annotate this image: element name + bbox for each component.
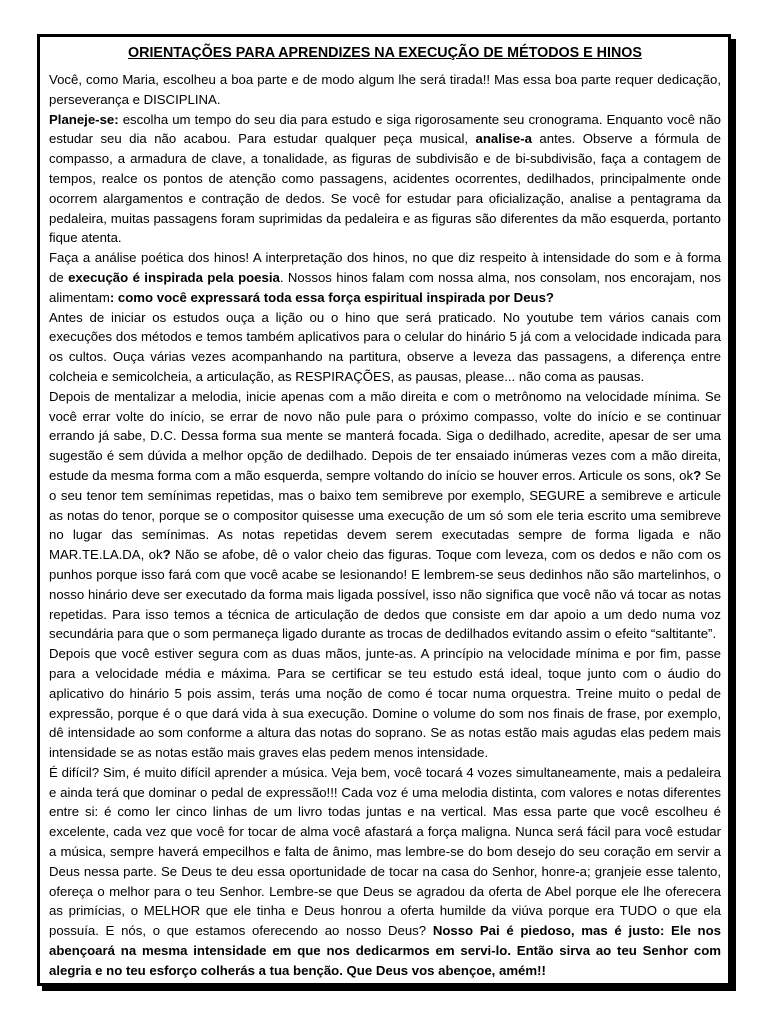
text-run: Se o seu tenor tem semínimas repetidas, mas o baixo tem semibreve por exemplo, SEGURE a semibreve e articule as notas do tenor, porque se o compositor quisesse uma execução de um só som ele teria escrito uma semibreve no lugar das semínimas. As notas repetidas devem serem executadas sempre de forma ligada e não MAR.TE.LA.DA, ok xyxy=(49,467,721,563)
text-run: antes. Observe a fórmula de compasso, a armadura de clave, a tonalidade, as figuras de subdivisão e de bi-subdivisão, faça a contagem de tempos, realce os pontos de atenção como passagens, acidentes ocorrentes, dedilhados, principalmente onde ocorrem alargamentos e contração de dedos. Se você for estudar para oficialização, analise a pentagrama da pedaleira, muitas passagens foram suprimidas da pedaleira e as figuras são diferentes da mão esquerda, portanto fique atenta. xyxy=(49,131,721,246)
bold-text-run: execução é inspirada pela poesia xyxy=(68,269,280,285)
paragraph-planeje-se xyxy=(49,110,721,249)
bold-text-run: Planeje-se: xyxy=(49,111,119,127)
document-body xyxy=(49,70,721,981)
paragraph-intro xyxy=(49,70,721,110)
paragraph-analise-poetica xyxy=(49,248,721,307)
paragraph-ouca-licao xyxy=(49,308,721,387)
text-run: escolha um tempo do seu dia para estudo e siga rigorosamente seu cronograma. Enquanto você não estudar seu dia não acabou. Para estudar qualquer peça musical, xyxy=(49,111,721,147)
paragraph-mao-direita xyxy=(49,387,721,644)
document-title: ORIENTAÇÕES PARA APRENDIZES NA EXECUÇÃO DE MÉTODOS E HINOS xyxy=(128,45,642,61)
bold-text-run: Nosso Pai é piedoso, mas é justo: Ele nos abençoará na mesma intensidade em que nos dedicarmos em servi-lo. Então sirva ao teu Senhor com alegria e no teu esforço colherás a tua benção. Que Deus vos abençoe, amém!! xyxy=(49,923,721,978)
bold-text-run: ? xyxy=(162,547,171,563)
text-run: . Nossos hinos falam com nossa alma, nos consolam, nos encorajam, nos alimentam xyxy=(49,269,721,305)
text-run: Antes de iniciar os estudos ouça a lição ou o hino que será praticado. No youtube tem vários canais com execuções dos métodos e temos também aplicativos para o celular do hinário 5 já com a velocidade indicada para os cultos. Ouça várias vezes acompanhando na partitura, observe a leveza das passagens, a diferença entre colcheia e semicolcheia, a articulação, as RESPIRAÇÕES, as pausas, please... não coma as pausas. xyxy=(49,309,721,384)
paragraph-conclusao xyxy=(49,763,721,981)
text-run: Você, como Maria, escolheu a boa parte e de modo algum lhe será tirada!! Mas essa boa parte requer dedicação, perseverança e DISCIPLINA. xyxy=(49,72,721,107)
bold-text-run: analise-a xyxy=(475,131,532,147)
paragraph-junte-maos xyxy=(49,644,721,763)
text-run: Depois de mentalizar a melodia, inicie apenas com a mão direita e com o metrônomo na velocidade mínima. Se você errar volte do início, se errar de novo não pule para o próximo compasso, volte do início e se continuar errando já sabe, D.C. Dessa forma sua mente se manterá focada. Siga o dedilhado, acredite, apesar de ser uma sugestão é sem dúvida a melhor opção de dedilhado. Depois de ter ensaiado inúmeras vezes com a mão direita, estude da mesma forma com a mão esquerda, sempre voltando do início se houver erros. Articule os sons, ok xyxy=(49,388,721,483)
text-run: Depois que você estiver segura com as duas mãos, junte-as. A princípio na velocidade mínima e por fim, passe para a velocidade média e máxima. Para se certificar se teu estudo está ideal, toque junto com o áudio do aplicativo do hinário 5 pois assim, terás uma noção de como é tocar numa orquestra. Treine muito o pedal de expressão, porque é o que dará vida à sua execução. Domine o volume do som nos finais de frase, por exemplo, dê intensidade ao som conforme a altura das notas do soprano. Se as notas estão mais agudas elas pedem mais intensidade se as notas estão mais graves elas pedem menos intensidade. xyxy=(49,646,721,761)
text-run: Faça a análise poética dos hinos! A interpretação dos hinos, no que diz respeito à intensidade do som e à forma de xyxy=(49,250,721,285)
document-frame xyxy=(37,34,731,986)
bold-text-run: : como você expressará toda essa força espiritual inspirada por Deus? xyxy=(109,289,554,305)
bold-text-run: ? xyxy=(693,467,702,483)
text-run: É difícil? Sim, é muito difícil aprender a música. Veja bem, você tocará 4 vozes simultaneamente, mais a pedaleira e ainda terá que dominar o pedal de expressão!!! Cada voz é uma melodia distinta, com valores e notas diferentes entre si: é como ler cinco linhas de um livro todas juntas e na vertical. Mas essa parte que você escolheu é excelente, cada vez que você for tocar de alma você afastará a força maligna. Nunca será fácil para você estudar a música, sempre haverá empecilhos e falta de ânimo, mas lembre-se do bom desejo do seu coração em servir a Deus nessa parte. Se Deus te deu essa oportunidade de tocar na casa do Senhor, honre-a; granjeie esse talento, ofereça o melhor para o teu Senhor. Lembre-se que Deus se agradou da oferta de Abel porque ele lhe oferecera as primícias, o MELHOR que ele tinha e Deus honrou a oferta humilde da viúva porque era TUDO o que ela possuía. E nós, o que estamos oferecendo ao nosso Deus? xyxy=(49,764,721,939)
text-run: Não se afobe, dê o valor cheio das figuras. Toque com leveza, com os dedos e não com os punhos porque isso fará com que você acabe se lesionando! E lembrem-se seus dedinhos não são martelinhos, o nosso hinário deve ser executado da forma mais ligada possível, isso não significa que você não vá tocar as notas repetidas. Para isso temos a técnica de articulação de dedos que consiste em dar apoio a um dedo numa voz secundária para que o som permaneça ligado durante as trocas de dedilhados evitando assim o efeito “saltitante”. xyxy=(49,547,721,642)
